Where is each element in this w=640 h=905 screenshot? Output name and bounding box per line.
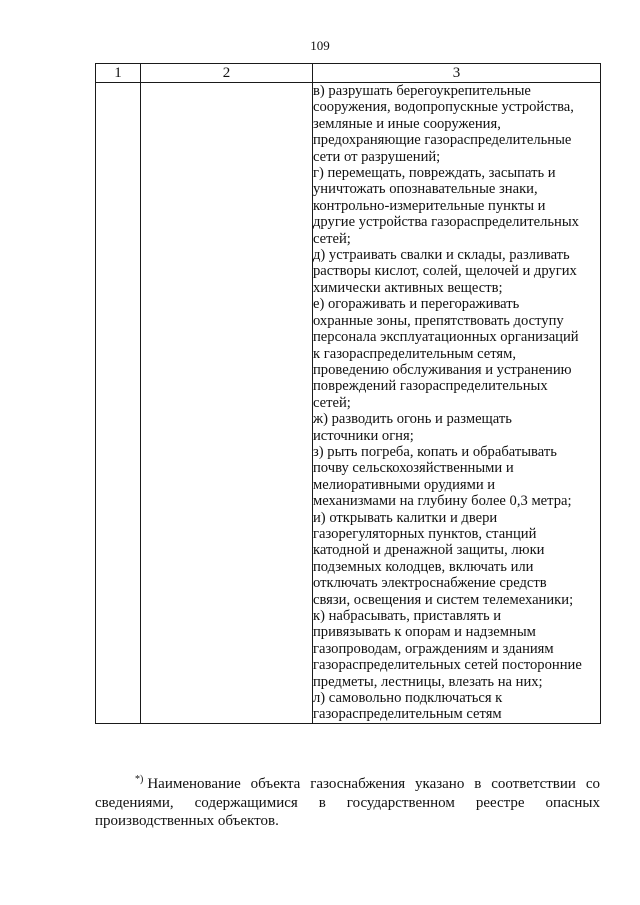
prohibition-item-z-line: механизмами на глубину более 0,3 метра;	[313, 493, 572, 510]
prohibition-item-l-line: л) самовольно подключаться к	[313, 690, 503, 707]
footnote-line-2: сведениями, содержащимися в государственном реестре опасных	[95, 794, 600, 811]
cell-col-1	[96, 83, 141, 724]
prohibition-item-d-line: д) устраивать свалки и склады, разливать	[313, 247, 570, 264]
prohibition-item-d-line: растворы кислот, солей, щелочей и других	[313, 263, 577, 280]
table-row	[96, 83, 601, 724]
prohibition-item-g-line: сетей;	[313, 230, 351, 247]
prohibition-item-v-line: земляные и иные сооружения,	[313, 115, 501, 132]
prohibition-item-e-line: сетей;	[313, 394, 351, 411]
prohibition-item-e-line: персонала эксплуатационных организаций	[313, 329, 579, 346]
column-header-3: 3	[313, 64, 601, 83]
prohibition-item-i-line: отключать электроснабжение средств	[313, 575, 547, 592]
prohibition-item-k-line: газораспределительных сетей посторонние	[313, 657, 582, 674]
footnote-marker: *)	[135, 774, 144, 785]
table-header-row	[96, 64, 601, 83]
cell-col-3	[313, 83, 601, 724]
prohibition-item-e-line: повреждений газораспределительных	[313, 378, 548, 395]
prohibition-item-k-line: предметы, лестницы, влезать на них;	[313, 673, 543, 690]
prohibition-item-e-line: к газораспределительным сетям,	[313, 345, 517, 362]
prohibition-item-d-line: химически активных веществ;	[313, 279, 503, 296]
prohibition-item-z-line: почву сельскохозяйственными и	[313, 460, 514, 477]
prohibition-item-v-line: в) разрушать берегоукрепительные	[313, 83, 531, 99]
prohibition-item-i-line: газорегуляторных пунктов, станций	[313, 525, 537, 542]
prohibition-item-i-line: и) открывать калитки и двери	[313, 509, 498, 526]
prohibition-item-z-line: з) рыть погреба, копать и обрабатывать	[313, 443, 557, 460]
prohibition-item-v-line: предохраняющие газораспределительные	[313, 132, 572, 149]
prohibition-item-g-line: г) перемещать, повреждать, засыпать и	[313, 165, 556, 182]
column-header-2: 2	[141, 64, 313, 83]
prohibition-item-l-line: газораспределительным сетям	[313, 706, 502, 723]
footnote	[95, 775, 600, 831]
cell-col-2	[141, 83, 313, 724]
prohibition-item-i-line: подземных колодцев, включать или	[313, 558, 534, 575]
prohibition-item-z-line: мелиоративными орудиями и	[313, 476, 496, 493]
footnote-text-1: Наименование объекта газоснабжения указано в соответствии со	[147, 776, 600, 792]
prohibition-item-k-line: к) набрасывать, приставлять и	[313, 608, 502, 624]
prohibition-item-g-line: контрольно-измерительные пункты и	[313, 197, 546, 214]
prohibition-item-e-line: охранные зоны, препятствовать доступу	[313, 312, 564, 329]
document-table	[95, 63, 601, 724]
prohibition-item-e-line: проведению обслуживания и устранению	[313, 361, 572, 378]
prohibition-item-zh-line: ж) разводить огонь и размещать	[313, 411, 512, 428]
page-number: 109	[310, 38, 330, 53]
prohibition-item-zh-line: источники огня;	[313, 427, 414, 444]
prohibition-item-k-line: газопроводам, ограждениям и зданиям	[313, 640, 554, 657]
column-header-1: 1	[96, 64, 141, 83]
prohibition-item-v-line: сети от разрушений;	[313, 148, 441, 165]
prohibition-item-e-line: е) огораживать и перегораживать	[313, 296, 520, 313]
prohibition-item-v-line: сооружения, водопропускные устройства,	[313, 99, 574, 116]
prohibition-item-g-line: другие устройства газораспределительных	[313, 214, 579, 231]
prohibition-item-k-line: привязывать к опорам и надземным	[313, 624, 536, 641]
footnote-line-1	[95, 775, 600, 794]
prohibition-item-g-line: уничтожать опознавательные знаки,	[313, 181, 538, 198]
prohibition-item-i-line: катодной и дренажной защиты, люки	[313, 542, 545, 559]
footnote-line-3: производственных объектов.	[95, 813, 279, 829]
prohibition-item-i-line: связи, освещения и систем телемеханики;	[313, 591, 574, 608]
